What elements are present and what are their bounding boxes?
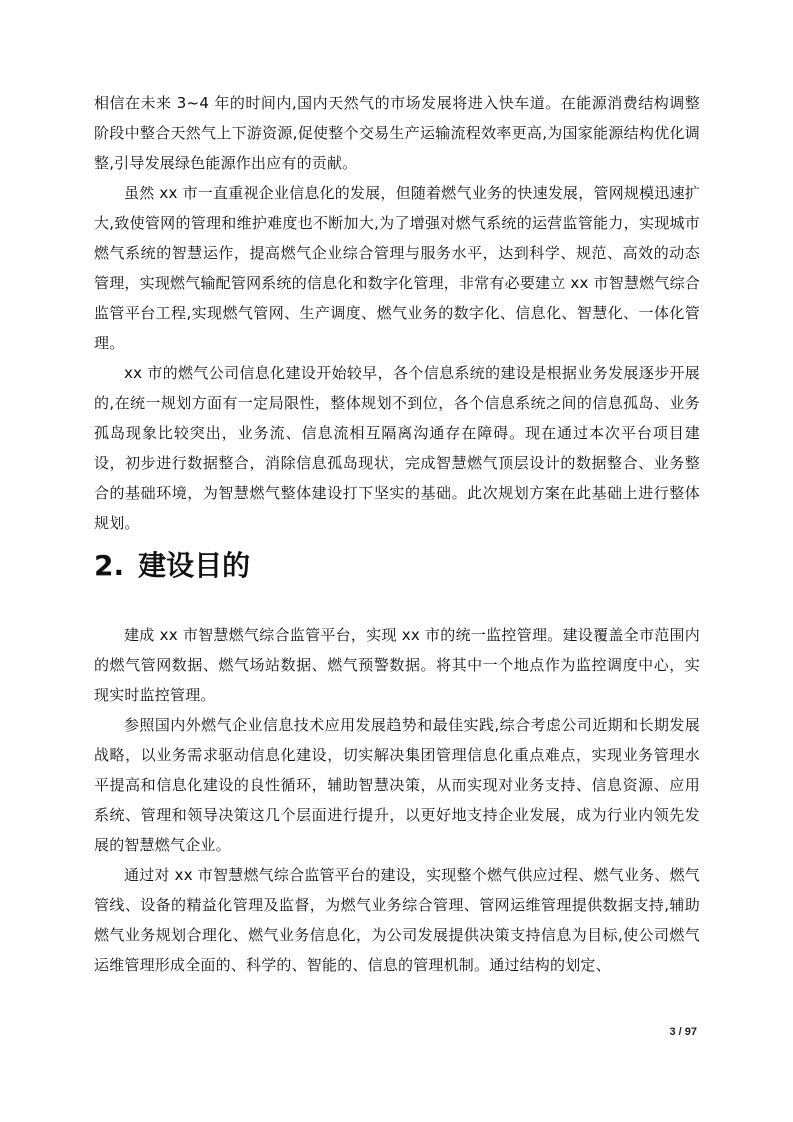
section-title: 建设目的 [138, 549, 251, 582]
paragraph: xx 市的燃气公司信息化建设开始较早，各个信息系统的建设是根据业务发展逐步开展的,在统一规划方面有一定局限性，整体规划不到位，各个信息系统之间的信息孤岛、业务孤岛现象比较突出，业务流、信息流相互隔离沟通存在障碍。现在通过本次平台项目建设，初步进行数据整合，消除信息孤岛现状，完成智慧燃气顶层设计的数据整合、业务整合的基础环境，为智慧燃气整体建设打下坚实的基础。此次规划方案在此基础上进行整体规划。 [94, 364, 700, 532]
paragraph: 虽然 xx 市一直重视企业信息化的发展，但随着燃气业务的快速发展，管网规模迅速扩大,致使管网的管理和维护难度也不断加大,为了增强对燃气系统的运营监管能力，实现城市燃气系统的智慧运作，提高燃气企业综合管理与服务水平，达到科学、规范、高效的动态管理，实现燃气输配管网系统的信息化和数字化管理，非常有必要建立 xx 市智慧燃气综合监管平台工程,实现燃气管网、生产调度、燃气业务的数字化、信息化、智慧化、一体化管理。 [94, 184, 700, 352]
paragraph: 通过对 xx 市智慧燃气综合监管平台的建设，实现整个燃气供应过程、燃气业务、燃气管线、设备的精益化管理及监督，为燃气业务综合管理、管网运维管理提供数据支持,辅助燃气业务规划合理化、燃气业务信息化，为公司发展提供决策支持信息为目标,使公司燃气运维管理形成全面的、科学的、智能的、信息的管理机制。通过结构的划定、 [94, 866, 700, 974]
paragraph: 参照国内外燃气企业信息技术应用发展趋势和最佳实践,综合考虑公司近期和长期发展战略，以业务需求驱动信息化建设，切实解决集团管理信息化重点难点，实现业务管理水平提高和信息化建设的良性循环，辅助智慧决策，从而实现对业务支持、信息资源、应用系统、管理和领导决策这几个层面进行提升，以更好地支持企业发展，成为行业内领先发展的智慧燃气企业。 [94, 716, 700, 854]
section-number: 2. [94, 549, 125, 582]
page-content [94, 88, 700, 980]
paragraph: 相信在未来 3~4 年的时间内,国内天然气的市场发展将进入快车道。在能源消费结构调整阶段中整合天然气上下游资源,促使整个交易生产运输流程效率更高,为国家能源结构优化调整,引导发展绿色能源作出应有的贡献。 [94, 94, 700, 172]
section-heading [94, 544, 700, 588]
paragraph: 建成 xx 市智慧燃气综合监管平台，实现 xx 市的统一监控管理。建设覆盖全市范围内的燃气管网数据、燃气场站数据、燃气预警数据。将其中一个地点作为监控调度中心，实现实时监控管理。 [94, 626, 700, 704]
page-number: 3 / 97 [669, 1026, 697, 1038]
